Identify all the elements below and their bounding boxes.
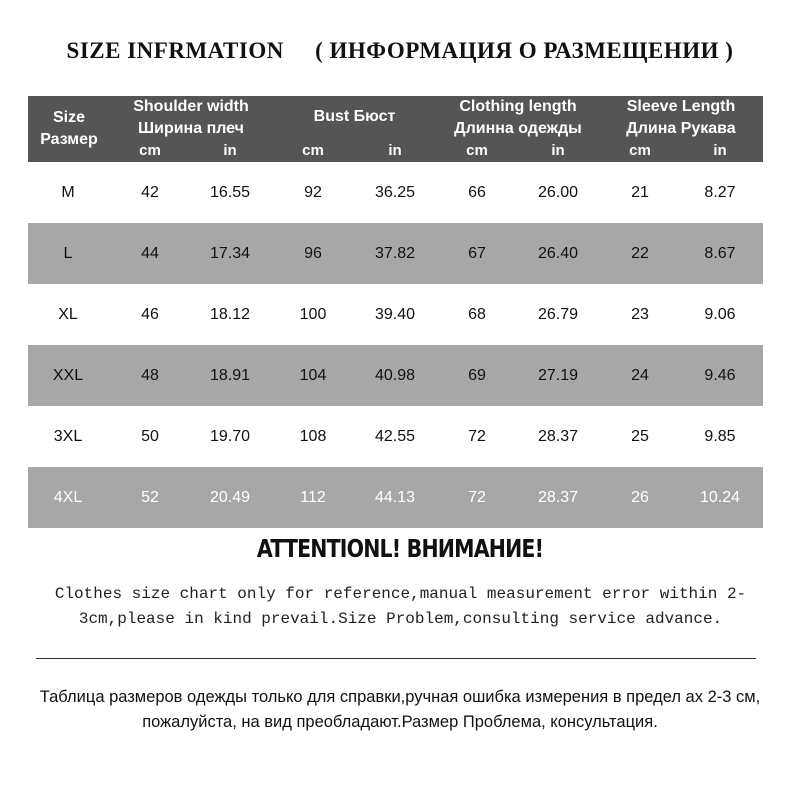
unit-cm: cm: [302, 142, 324, 159]
header-size-en: Size: [52, 109, 85, 126]
value-cell: 22: [631, 245, 649, 262]
value-cell: 21: [631, 184, 649, 201]
value-cell: 72: [468, 428, 486, 445]
header-shoulder-ru: Ширина плеч: [138, 120, 244, 137]
value-cell: 9.06: [704, 306, 736, 323]
value-cell: 104: [299, 367, 327, 384]
value-cell: 23: [631, 306, 649, 323]
table-row: [28, 406, 763, 467]
value-cell: 9.46: [704, 367, 736, 384]
unit-in: in: [388, 142, 402, 159]
value-cell: 68: [468, 306, 486, 323]
table-row: [28, 284, 763, 345]
value-cell: 25: [631, 428, 649, 445]
table-row: [28, 223, 763, 284]
unit-cm: cm: [139, 142, 161, 159]
russian-note: Таблица размеров одежды только для справки,ручная ошибка измерения в предел ах 2-3 см, пожалуйста, на вид преобладают.Размер Проблема, консультация.: [39, 688, 761, 731]
size-cell: L: [63, 245, 73, 262]
value-cell: 37.82: [374, 245, 416, 262]
value-cell: 42: [141, 184, 159, 201]
table-row: [28, 162, 763, 223]
header-clothing-length: [437, 96, 599, 140]
header-bust: [272, 106, 437, 128]
header-sleeve-length: [599, 96, 763, 140]
value-cell: 26.00: [537, 184, 579, 201]
value-cell: 8.27: [704, 184, 736, 201]
header-shoulder-en: Shoulder width: [133, 98, 249, 115]
value-cell: 44.13: [374, 489, 416, 506]
value-cell: 44: [141, 245, 159, 262]
header-size: [28, 107, 110, 151]
value-cell: 8.67: [704, 245, 736, 262]
value-cell: 20.49: [209, 489, 251, 506]
value-cell: 18.12: [209, 306, 251, 323]
header-clothing-ru: Длинна одежды: [454, 120, 582, 137]
unit-in: in: [223, 142, 237, 159]
divider: [36, 658, 756, 659]
value-cell: 69: [468, 367, 486, 384]
value-cell: 112: [300, 489, 326, 506]
size-cell: XXL: [52, 367, 84, 384]
table-row: [28, 467, 763, 528]
value-cell: 40.98: [374, 367, 416, 384]
table-header: [28, 96, 763, 162]
value-cell: 18.91: [209, 367, 251, 384]
value-cell: 26.79: [537, 306, 579, 323]
value-cell: 17.34: [209, 245, 251, 262]
value-cell: 28.37: [537, 489, 579, 506]
value-cell: 9.85: [704, 428, 736, 445]
value-cell: 26: [631, 489, 649, 506]
value-cell: 100: [299, 306, 327, 323]
unit-cm: cm: [629, 142, 651, 159]
value-cell: 27.19: [537, 367, 579, 384]
attention-heading: ATTENTIONL! ВНИМАНИЕ!: [256, 534, 544, 563]
value-cell: 10.24: [699, 489, 741, 506]
value-cell: 108: [299, 428, 327, 445]
value-cell: 42.55: [374, 428, 416, 445]
value-cell: 19.70: [209, 428, 251, 445]
unit-in: in: [551, 142, 565, 159]
size-cell: 3XL: [53, 428, 83, 445]
size-table: [28, 96, 763, 528]
value-cell: 50: [141, 428, 159, 445]
value-cell: 26.40: [537, 245, 579, 262]
unit-in: in: [713, 142, 727, 159]
header-clothing-en: Clothing length: [459, 98, 577, 115]
value-cell: 96: [304, 245, 322, 262]
size-cell: M: [61, 184, 75, 201]
value-cell: 92: [304, 184, 322, 201]
value-cell: 72: [468, 489, 486, 506]
value-cell: 16.55: [209, 184, 251, 201]
value-cell: 28.37: [537, 428, 579, 445]
value-cell: 66: [468, 184, 486, 201]
english-note: Clothes size chart only for reference,manual measurement error within 2-3cm,please in kind prevail.Size Problem,consulting service advance.: [54, 585, 747, 628]
header-bust-en: Bust Бюст: [313, 108, 396, 125]
page-title: SIZE INFRMATION ( ИНФОРМАЦИЯ О РАЗМЕЩЕНИИ ): [66, 38, 734, 63]
value-cell: 24: [631, 367, 649, 384]
size-cell: 4XL: [53, 489, 83, 506]
header-size-ru: Размер: [40, 131, 98, 148]
size-cell: XL: [58, 306, 78, 323]
header-sleeve-en: Sleeve Length: [626, 98, 736, 115]
unit-cm: cm: [466, 142, 488, 159]
table-row: [28, 345, 763, 406]
header-shoulder: [110, 96, 272, 140]
value-cell: 39.40: [374, 306, 416, 323]
value-cell: 67: [468, 245, 486, 262]
value-cell: 52: [141, 489, 159, 506]
value-cell: 48: [141, 367, 159, 384]
header-sleeve-ru: Длина Рукава: [626, 120, 736, 137]
value-cell: 36.25: [374, 184, 416, 201]
value-cell: 46: [141, 306, 159, 323]
